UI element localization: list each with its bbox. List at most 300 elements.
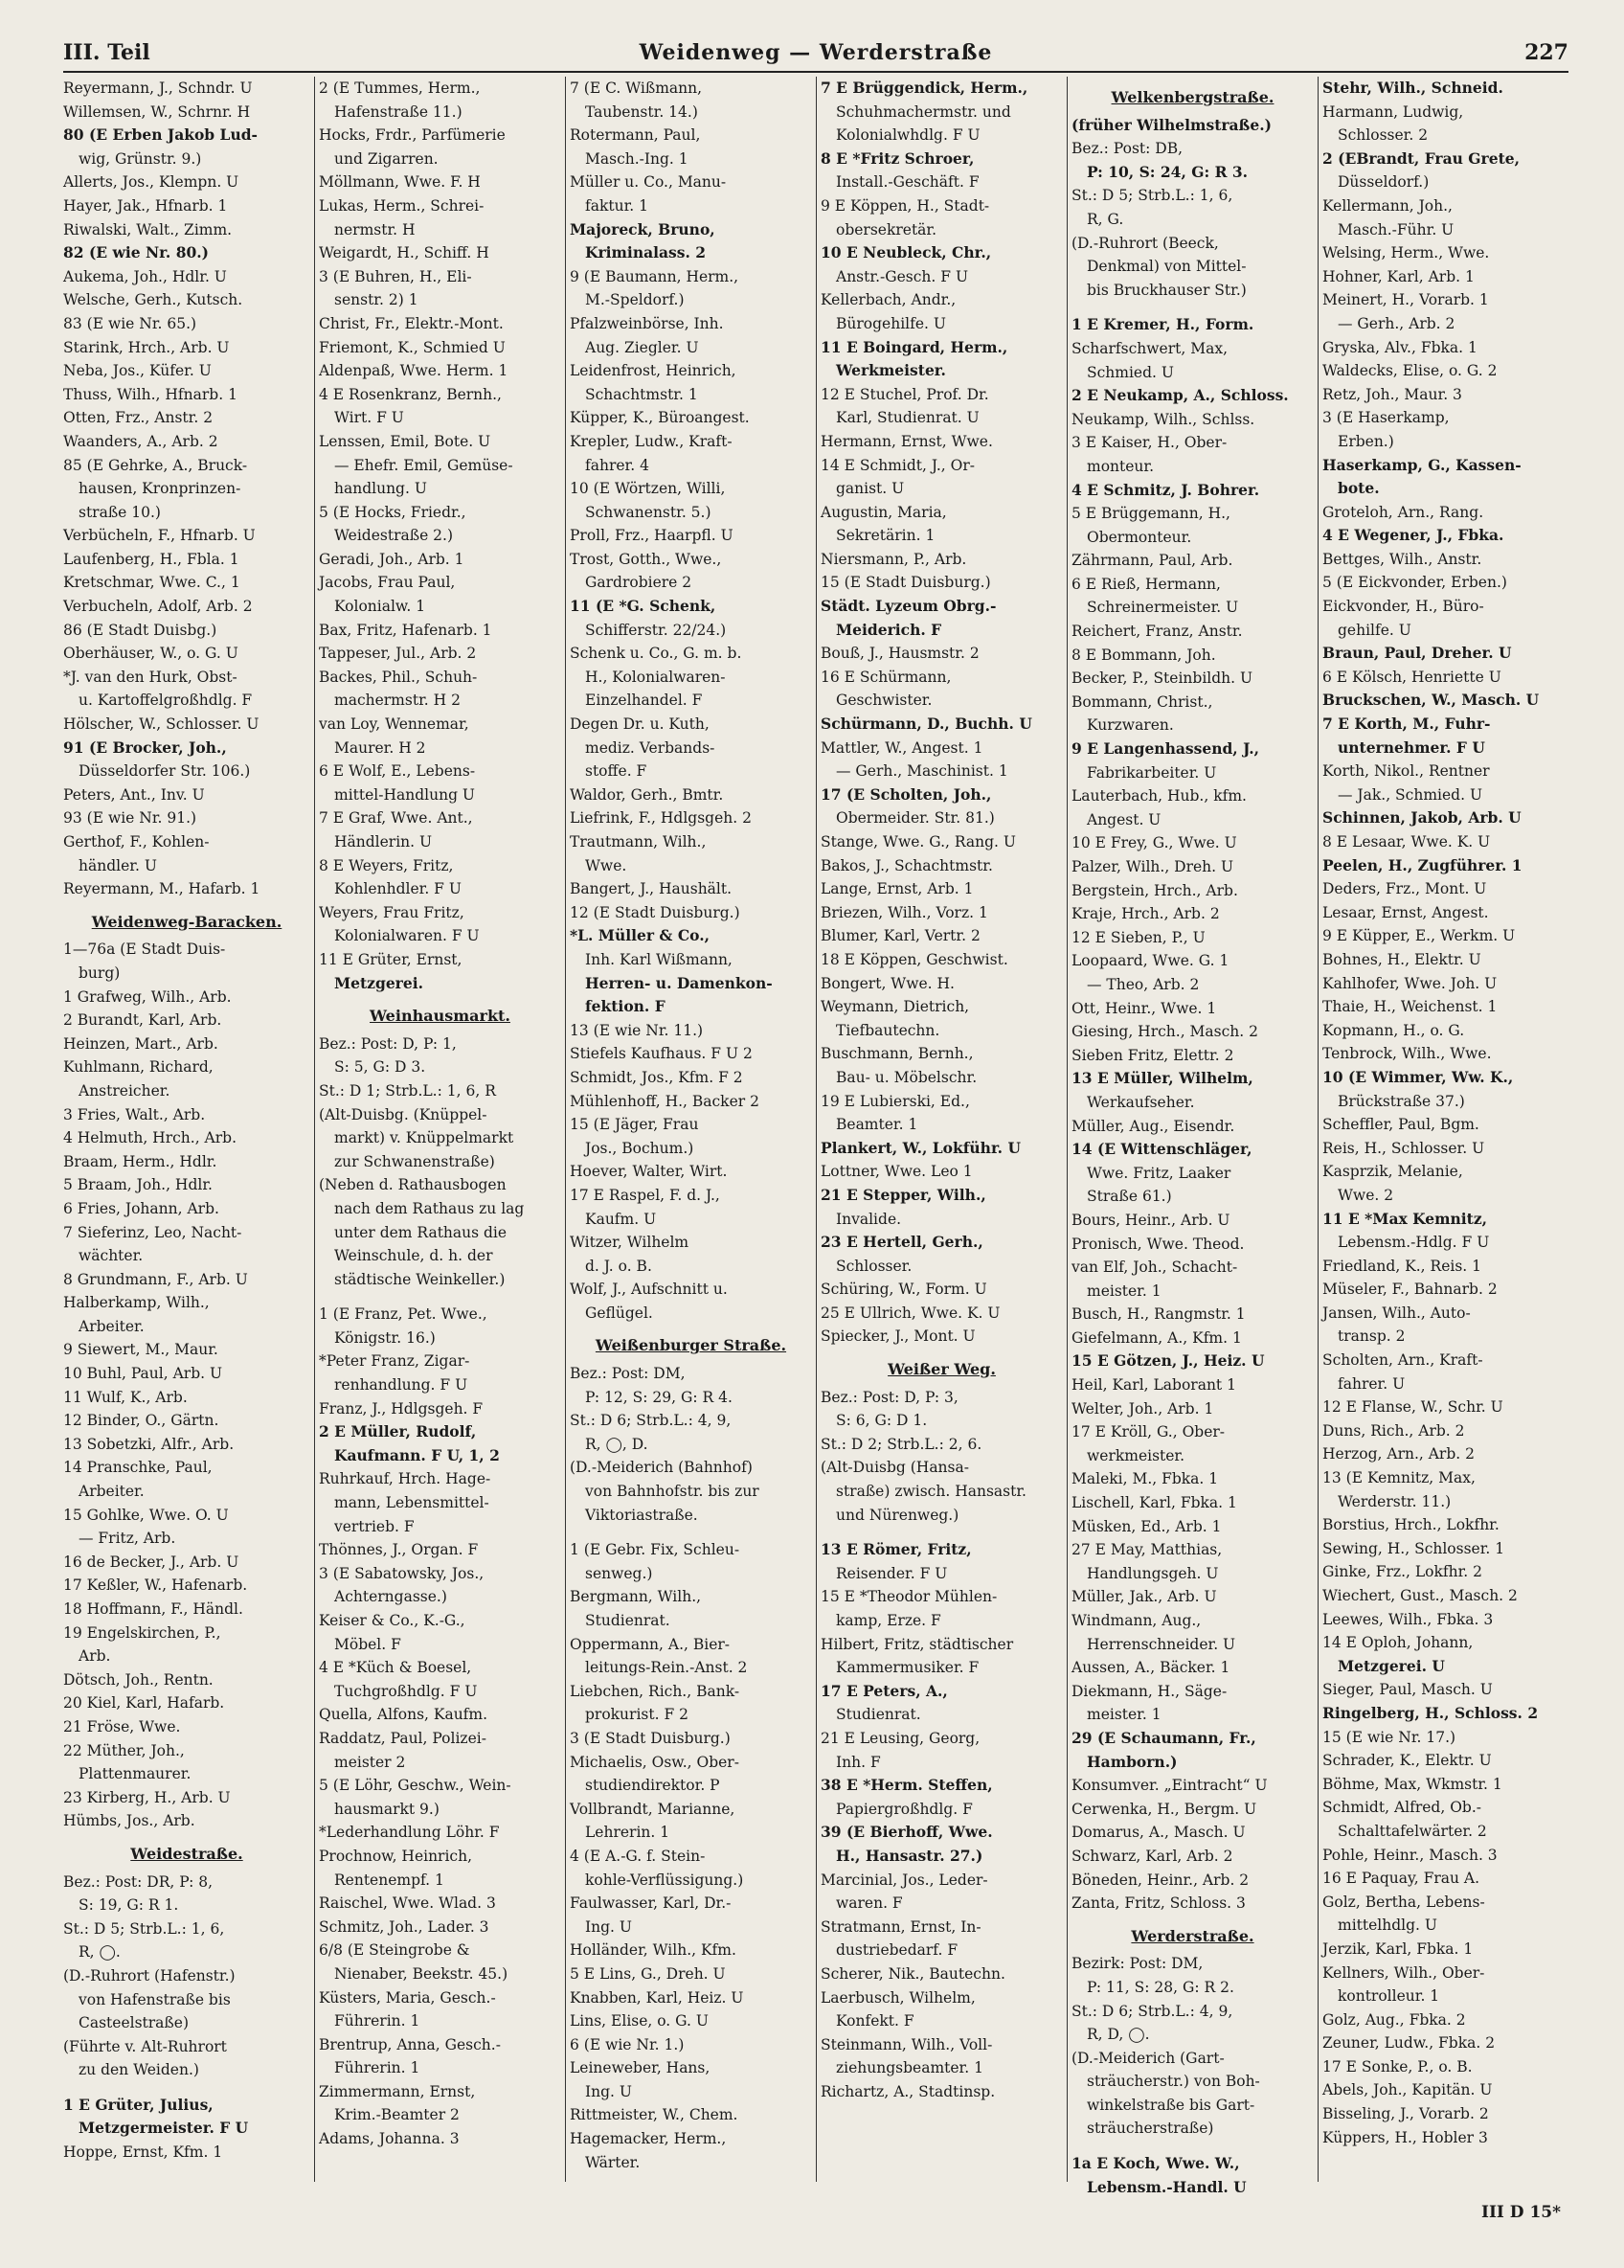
entry-continuation: Metzgerei. U	[1338, 1656, 1445, 1675]
entry-continuation: monteur.	[1087, 457, 1155, 475]
directory-entry: Liebchen, Rich., Bank-	[570, 1682, 740, 1700]
entry-continuation: dustriebedarf. F	[836, 1941, 959, 1960]
entry-continuation: Arbeiter.	[79, 1483, 145, 1501]
directory-entry: 12 E Sieben, P., U	[1071, 928, 1206, 946]
directory-entry: Schmitz, Joh., Lader. 3	[319, 1917, 489, 1936]
entry-continuation: unter dem Rathaus die	[334, 1223, 508, 1241]
directory-entry: (Führte v. Alt-Ruhrort	[63, 2037, 227, 2055]
directory-entry: 6 E Rieß, Hermann,	[1071, 575, 1221, 593]
entry-spacer	[570, 1527, 812, 1538]
directory-entry: St.: D 6; Strb.L.: 4, 9,	[570, 1412, 732, 1430]
directory-entry: 1 E Grüter, Julius,	[63, 2095, 214, 2114]
entry-continuation: — Gerh., Arb. 2	[1338, 314, 1455, 332]
entry-continuation: Lehrerin. 1	[585, 1824, 670, 1842]
directory-entry: Tappeser, Jul., Arb. 2	[319, 645, 477, 663]
directory-entry: Meinert, H., Vorarb. 1	[1322, 291, 1489, 309]
directory-entry: Bettges, Wilh., Anstr.	[1322, 550, 1482, 568]
entry-continuation: sträucherstraße)	[1087, 2120, 1214, 2138]
directory-entry: Bangert, J., Haushält.	[570, 880, 733, 898]
directory-entry: 12 E Flanse, W., Schr. U	[1322, 1398, 1503, 1417]
entry-continuation: faktur. 1	[585, 196, 649, 215]
directory-entry: 13 E Römer, Fritz,	[821, 1540, 972, 1559]
directory-entry: Scherer, Nik., Bautechn.	[821, 1964, 1005, 1983]
directory-entry: 9 Siewert, M., Maur.	[63, 1341, 218, 1359]
directory-entry: Schüring, W., Form. U	[821, 1281, 987, 1299]
directory-entry: 7 (E C. Wißmann,	[570, 79, 703, 97]
directory-entry: 19 Engelskirchen, P.,	[63, 1623, 221, 1642]
entry-continuation: Jos., Bochum.)	[585, 1139, 694, 1157]
directory-entry: Richartz, A., Stadtinsp.	[821, 2082, 996, 2100]
directory-entry: Riwalski, Walt., Zimm.	[63, 220, 233, 238]
entry-continuation: R, ◯, D.	[585, 1435, 648, 1453]
page-number: 227	[1524, 40, 1568, 65]
entry-continuation: bote.	[1338, 479, 1380, 498]
directory-entry: Verbucheln, Adolf, Arb. 2	[63, 598, 253, 616]
entry-continuation: Schalttafelwärter. 2	[1338, 1822, 1487, 1840]
entry-continuation: Studienrat.	[585, 1612, 670, 1629]
directory-entry: Böhme, Max, Wkmstr. 1	[1322, 1775, 1502, 1793]
entry-continuation: ganist. U	[836, 480, 905, 498]
directory-entry: 1 E Kremer, H., Form.	[1071, 315, 1254, 334]
directory-entry: 7 E Graf, Wwe. Ant.,	[319, 809, 473, 828]
entry-continuation: und Nürenweg.)	[836, 1506, 959, 1524]
entry-continuation: Kurzwaren.	[1087, 716, 1174, 735]
entry-continuation: Papiergroßhdlg. F	[836, 1800, 973, 1818]
directory-entry: Liefrink, F., Hdlgsgeh. 2	[570, 809, 752, 828]
directory-entry: Schinnen, Jakob, Arb. U	[1322, 808, 1522, 828]
directory-entry: Sieben Fritz, Elettr. 2	[1071, 1046, 1234, 1064]
entry-continuation: Schlosser.	[836, 1257, 913, 1275]
entry-continuation: Führerin. 1	[334, 2012, 420, 2030]
entry-continuation: senweg.)	[585, 1564, 653, 1582]
entry-continuation: Invalide.	[836, 1210, 902, 1228]
directory-entry: Leewes, Wilh., Fbka. 3	[1322, 1610, 1494, 1628]
directory-entry: Stratmann, Ernst, In-	[821, 1917, 981, 1936]
entry-continuation: burg)	[79, 964, 121, 982]
directory-entry: 3 (E Haserkamp,	[1322, 409, 1450, 427]
directory-entry: Welsche, Gerh., Kutsch.	[63, 291, 243, 309]
directory-entry: 5 (E Hocks, Friedr.,	[319, 503, 466, 521]
directory-entry: Harmann, Ludwig,	[1322, 102, 1464, 121]
directory-entry: Raddatz, Paul, Polizei-	[319, 1729, 486, 1747]
entry-continuation: Sekretärin. 1	[836, 527, 936, 545]
directory-entry: Blumer, Karl, Vertr. 2	[821, 927, 981, 945]
street-heading: Welkenbergstraße.	[1111, 88, 1274, 106]
directory-entry: Kellners, Wilh., Ober-	[1322, 1963, 1485, 1982]
directory-entry: Lischell, Karl, Fbka. 1	[1071, 1494, 1237, 1512]
directory-entry: 17 E Kröll, G., Ober-	[1071, 1423, 1226, 1441]
entry-continuation: transp. 2	[1338, 1327, 1406, 1346]
directory-entry: Küppers, H., Hobler 3	[1322, 2128, 1488, 2146]
entry-continuation: Herren- u. Damenkon-	[585, 973, 773, 992]
directory-entry: Domarus, A., Masch. U	[1071, 1824, 1246, 1842]
directory-entry: 17 (E Scholten, Joh.,	[821, 784, 992, 804]
directory-entry: Keiser & Co., K.-G.,	[319, 1612, 465, 1629]
directory-entry: Zanta, Fritz, Schloss. 3	[1071, 1894, 1246, 1913]
entry-continuation: Wwe. Fritz, Laaker	[1087, 1164, 1231, 1182]
entry-continuation: R, D, ◯.	[1087, 2026, 1150, 2044]
directory-entry: Welsing, Herm., Wwe.	[1322, 244, 1490, 262]
directory-entry: 23 E Hertell, Gerh.,	[821, 1233, 983, 1252]
entry-continuation: wächter.	[79, 1247, 144, 1265]
directory-entry: Rotermann, Paul,	[570, 126, 701, 145]
directory-entry: Müller, Aug., Eisendr.	[1071, 1117, 1235, 1135]
entry-continuation: Kaufm. U	[585, 1210, 657, 1228]
directory-entry: Mattler, W., Angest. 1	[821, 738, 983, 757]
street-heading: Weidestraße.	[130, 1844, 243, 1863]
directory-entry: 16 de Becker, J., Arb. U	[63, 1553, 239, 1571]
directory-entry: Lesaar, Ernst, Angest.	[1322, 903, 1489, 921]
entry-continuation: machermstr. H 2	[334, 692, 461, 710]
directory-entry: Stange, Wwe. G., Rang. U	[821, 833, 1016, 850]
entry-continuation: kontrolleur. 1	[1338, 1987, 1440, 2006]
entry-continuation: Werkaufseher.	[1087, 1093, 1195, 1111]
directory-entry: Mühlenhoff, H., Backer 2	[570, 1092, 759, 1110]
entry-continuation: kamp, Erze. F	[836, 1612, 941, 1629]
directory-entry: 2 (E Tummes, Herm.,	[319, 79, 481, 97]
directory-entry: (D.-Meiderich (Bahnhof)	[570, 1459, 753, 1477]
directory-entry: Diekmann, H., Säge-	[1071, 1682, 1228, 1700]
entry-continuation: Karl, Studienrat. U	[836, 409, 980, 427]
directory-entry: Neba, Jos., Küfer. U	[63, 362, 212, 380]
entry-continuation: kohle-Verflüssigung.)	[585, 1871, 744, 1889]
directory-entry: Hölscher, W., Schlosser. U	[63, 715, 259, 734]
directory-entry: 7 E Korth, M., Fuhr-	[1322, 714, 1491, 734]
directory-entry: Korth, Nikol., Rentner	[1322, 762, 1490, 781]
directory-entry: Hümbs, Jos., Arb.	[63, 1812, 195, 1830]
entry-continuation: zu den Weiden.)	[79, 2061, 199, 2079]
directory-entry: Krepler, Ludw., Kraft-	[570, 432, 733, 450]
directory-entry: 80 (E Erben Jakob Lud-	[63, 125, 258, 145]
directory-entry: *Peter Franz, Zigar-	[319, 1352, 470, 1371]
entry-continuation: Reisender. F U	[836, 1564, 948, 1582]
directory-entry: Retz, Joh., Maur. 3	[1322, 385, 1462, 403]
entry-continuation: fahrer. U	[1338, 1374, 1406, 1393]
directory-entry: 7 Sieferinz, Leo, Nacht-	[63, 1223, 242, 1241]
directory-entry: Sewing, H., Schlosser. 1	[1322, 1539, 1505, 1557]
directory-entry: Schürmann, D., Buchh. U	[821, 714, 1032, 734]
directory-entry: 14 E Schmidt, J., Or-	[821, 456, 975, 474]
directory-entry: 6 (E wie Nr. 1.)	[570, 2035, 685, 2053]
directory-entry: Waldor, Gerh., Bmtr.	[570, 785, 724, 804]
directory-entry: Duns, Rich., Arb. 2	[1322, 1421, 1465, 1440]
entry-continuation: Bürogehilfe. U	[836, 314, 946, 332]
directory-entry: Dötsch, Joh., Rentn.	[63, 1670, 214, 1689]
directory-entry: Aussen, A., Bäcker. 1	[1071, 1659, 1230, 1677]
directory-entry: Degen Dr. u. Kuth,	[570, 715, 710, 734]
entry-continuation: bis Bruckhauser Str.)	[1087, 281, 1247, 299]
entry-continuation: Plattenmaurer.	[79, 1765, 192, 1783]
column-3	[565, 77, 816, 2182]
directory-entry: 15 (E Jäger, Frau	[570, 1116, 699, 1134]
entry-continuation: wig, Grünstr. 9.)	[79, 149, 202, 168]
entry-continuation: meister. 1	[1087, 1281, 1162, 1300]
directory-entry: 39 (E Bierhoff, Wwe.	[821, 1823, 993, 1842]
directory-entry: (D.-Ruhrort (Beeck,	[1071, 234, 1219, 252]
directory-entry: 2 (EBrandt, Frau Grete,	[1322, 148, 1520, 168]
directory-entry: Leineweber, Hans,	[570, 2059, 710, 2077]
entry-continuation: Install.-Geschäft. F	[836, 173, 980, 192]
directory-entry: 5 (E Löhr, Geschw., Wein-	[319, 1777, 511, 1795]
directory-entry: 1 (E Gebr. Fix, Schleu-	[570, 1541, 740, 1559]
directory-entry: Weymann, Dietrich,	[821, 998, 970, 1016]
directory-entry: 4 (E A.-G. f. Stein-	[570, 1847, 706, 1865]
entry-continuation: Schachtmstr. 1	[585, 385, 698, 403]
directory-entry: Starink, Hrch., Arb. U	[63, 338, 230, 356]
directory-entry: 3 (E Sabatowsky, Jos.,	[319, 1564, 485, 1582]
entry-continuation: Möbel. F	[334, 1635, 401, 1653]
directory-entry: Bohnes, H., Elektr. U	[1322, 950, 1481, 968]
entry-continuation: M.-Speldorf.)	[585, 291, 685, 309]
entry-continuation: gehilfe. U	[1338, 621, 1411, 639]
directory-entry: Müller, Jak., Arb. U	[1071, 1588, 1217, 1606]
directory-entry: Hoppe, Ernst, Kfm. 1	[63, 2143, 223, 2162]
entry-continuation: obersekretär.	[836, 220, 937, 238]
directory-entry: 11 (E *G. Schenk,	[570, 597, 716, 616]
directory-entry: Laerbusch, Wilhelm,	[821, 1988, 976, 2007]
directory-entry: Thuss, Wilh., Hfnarb. 1	[63, 385, 237, 403]
entry-continuation: waren. F	[836, 1894, 903, 1913]
street-heading: Weidenweg-Baracken.	[91, 912, 282, 931]
entry-continuation: unternehmer. F U	[1338, 737, 1485, 757]
directory-entry: Golz, Aug., Fbka. 2	[1322, 2010, 1466, 2029]
column-4	[816, 77, 1067, 2182]
entry-continuation: Anstr.-Gesch. F U	[836, 267, 969, 285]
entry-continuation: Fabrikarbeiter. U	[1087, 763, 1217, 782]
entry-continuation: Ing. U	[585, 2082, 632, 2100]
directory-entry: 17 E Raspel, F. d. J.,	[570, 1186, 720, 1204]
directory-entry: Christ, Fr., Elektr.-Mont.	[319, 314, 504, 332]
entry-continuation: meister 2	[334, 1753, 406, 1771]
entry-spacer	[1071, 2141, 1314, 2152]
directory-entry: Otten, Frz., Anstr. 2	[63, 409, 214, 427]
entry-continuation: Werkmeister.	[836, 361, 946, 380]
directory-entry: Kopmann, H., o. G.	[1322, 1021, 1465, 1039]
entry-continuation: Masch.-Ing. 1	[585, 149, 688, 168]
directory-entry: 15 E *Theodor Mühlen-	[821, 1588, 998, 1606]
entry-continuation: — Theo, Arb. 2	[1087, 975, 1200, 993]
entry-continuation: Arbeiter.	[79, 1317, 145, 1335]
directory-entry: 10 E Neubleck, Chr.,	[821, 243, 992, 262]
directory-entry: Lottner, Wwe. Leo 1	[821, 1163, 973, 1181]
directory-entry: Zährmann, Paul, Arb.	[1071, 552, 1233, 570]
entry-continuation: Anstreicher.	[79, 1081, 170, 1100]
directory-entry: St.: D 5; Strb.L.: 1, 6,	[63, 1919, 225, 1938]
directory-entry: Wolf, J., Aufschnitt u.	[570, 1281, 728, 1299]
entry-spacer	[821, 1527, 1063, 1538]
entry-continuation: Schuhmachermstr. und	[836, 102, 1011, 121]
directory-entry: Waanders, A., Arb. 2	[63, 432, 218, 450]
directory-entry: 5 (E Eickvonder, Erben.)	[1322, 574, 1507, 592]
directory-entry: 8 E Lesaar, Wwe. K. U	[1322, 833, 1491, 850]
directory-entry: Stehr, Wilh., Schneid.	[1322, 79, 1503, 97]
entry-continuation: meister. 1	[1087, 1706, 1162, 1724]
entry-continuation: S: 5, G: D 3.	[334, 1058, 426, 1077]
entry-continuation: R, ◯.	[79, 1943, 121, 1962]
entry-continuation: Kaufmann. F U, 1, 2	[334, 1445, 500, 1464]
directory-entry: Windmann, Aug.,	[1071, 1612, 1202, 1629]
directory-entry: Oppermann, A., Bier-	[570, 1635, 731, 1653]
directory-entry: Niersmann, P., Arb.	[821, 550, 967, 568]
directory-entry: 9 E Köppen, H., Stadt-	[821, 196, 990, 215]
street-heading: Weißenburger Straße.	[595, 1336, 787, 1355]
directory-entry: Lauterbach, Hub., kfm.	[1071, 787, 1247, 805]
entry-continuation: Wärter.	[585, 2153, 641, 2171]
entry-spacer	[319, 1291, 561, 1303]
directory-entry: Müsken, Ed., Arb. 1	[1071, 1517, 1222, 1535]
directory-entry: 3 Fries, Walt., Arb.	[63, 1105, 206, 1123]
directory-entry: Herzog, Arn., Arb. 2	[1322, 1445, 1475, 1463]
directory-entry: Hermann, Ernst, Wwe.	[821, 432, 993, 450]
entry-continuation: Kammermusiker. F	[836, 1659, 980, 1677]
directory-entry: Bouß, J., Hausmstr. 2	[821, 645, 980, 663]
directory-entry: Becker, P., Steinbildh. U	[1071, 669, 1253, 688]
entry-continuation: vertrieb. F	[334, 1517, 415, 1535]
entry-continuation: Wwe. 2	[1338, 1186, 1394, 1204]
column-1	[63, 77, 314, 2182]
directory-entry: Brentrup, Anna, Gesch.-	[319, 2035, 501, 2053]
directory-entry: 6/8 (E Steingrobe &	[319, 1941, 470, 1960]
directory-entry: 2 E Neukamp, A., Schloss.	[1071, 386, 1289, 405]
entry-continuation: Düsseldorfer Str. 106.)	[79, 762, 251, 781]
directory-entry: Kretschmar, Wwe. C., 1	[63, 574, 240, 592]
directory-entry: 4 Helmuth, Hrch., Arb.	[63, 1129, 237, 1147]
directory-entry: 11 E *Max Kemnitz,	[1322, 1209, 1488, 1228]
directory-entry: Ruhrkauf, Hrch. Hage-	[319, 1470, 491, 1488]
entry-continuation: S: 19, G: R 1.	[79, 1896, 179, 1915]
entry-continuation: Schmied. U	[1087, 363, 1174, 381]
directory-entry: 12 Binder, O., Gärtn.	[63, 1412, 219, 1430]
directory-entry: Laufenberg, H., Fbla. 1	[63, 550, 239, 568]
entry-continuation: d. J. o. B.	[585, 1257, 652, 1275]
entry-continuation: — Ehefr. Emil, Gemüse-	[334, 456, 513, 474]
directory-entry: Majoreck, Bruno,	[570, 219, 715, 238]
directory-entry: St.: D 5; Strb.L.: 1, 6,	[1071, 187, 1233, 205]
entry-continuation: Bau- u. Möbelschr.	[836, 1068, 978, 1086]
entry-continuation: Rentenempf. 1	[334, 1871, 444, 1889]
entry-continuation: fahrer. 4	[585, 456, 649, 474]
directory-entry: Müller u. Co., Manu-	[570, 173, 727, 192]
directory-columns	[63, 77, 1568, 2196]
entry-continuation: werkmeister.	[1087, 1446, 1185, 1464]
directory-entry: 27 E May, Matthias,	[1071, 1541, 1223, 1559]
entry-continuation: handlung. U	[334, 480, 427, 498]
directory-entry: Bez.: Post: D, P: 3,	[821, 1388, 959, 1406]
entry-continuation: Düsseldorf.)	[1338, 173, 1430, 192]
directory-entry: 12 E Stuchel, Prof. Dr.	[821, 385, 989, 403]
directory-entry: Bergmann, Wilh.,	[570, 1588, 702, 1606]
directory-entry: van Loy, Wennemar,	[319, 715, 469, 734]
entry-continuation: Metzgerei.	[334, 973, 423, 992]
directory-entry: Busch, H., Rangmstr. 1	[1071, 1305, 1246, 1324]
part-label: III. Teil	[63, 40, 150, 65]
directory-entry: 82 (E wie Nr. 80.)	[63, 243, 210, 262]
directory-entry: Witzer, Wilhelm	[570, 1234, 689, 1252]
directory-entry: Giesing, Hrch., Masch. 2	[1071, 1023, 1258, 1041]
directory-entry: Zimmermann, Ernst,	[319, 2082, 476, 2100]
directory-entry: Franz, J., Hdlgsgeh. F	[319, 1399, 484, 1418]
directory-entry: Weigardt, H., Schiff. H	[319, 244, 489, 262]
directory-entry: Prochnow, Heinrich,	[319, 1847, 473, 1865]
entry-continuation: Handlungsgeh. U	[1087, 1564, 1219, 1582]
directory-entry: Schwarz, Karl, Arb. 2	[1071, 1847, 1233, 1865]
directory-entry: Friemont, K., Schmied U	[319, 338, 506, 356]
directory-entry: Bergstein, Hrch., Arb.	[1071, 881, 1238, 899]
street-heading: Werderstraße.	[1131, 1926, 1254, 1945]
directory-entry: Briezen, Wilh., Vorz. 1	[821, 903, 988, 921]
entry-continuation: Straße 61.)	[1087, 1188, 1172, 1206]
entry-continuation: Kriminalass. 2	[585, 243, 707, 262]
directory-entry: Michaelis, Osw., Ober-	[570, 1753, 739, 1771]
entry-continuation: Beamter. 1	[836, 1116, 918, 1134]
entry-continuation: stoffe. F	[585, 762, 647, 781]
directory-entry: 17 E Peters, A.,	[821, 1681, 948, 1700]
directory-entry: Augustin, Maria,	[821, 503, 947, 521]
entry-continuation: Herrenschneider. U	[1087, 1635, 1236, 1653]
directory-entry: St.: D 2; Strb.L.: 2, 6.	[821, 1435, 982, 1453]
directory-entry: (Neben d. Rathausbogen	[319, 1176, 507, 1194]
directory-entry: Steinmann, Wilh., Voll-	[821, 2035, 993, 2053]
directory-entry: Deders, Frz., Mont. U	[1322, 880, 1487, 898]
entry-continuation: Metzgermeister. F U	[79, 2119, 249, 2138]
directory-entry: Schenk u. Co., G. m. b.	[570, 645, 742, 663]
directory-entry: Stiefels Kaufhaus. F U 2	[570, 1045, 753, 1063]
entry-continuation: Inh. F	[836, 1753, 881, 1771]
entry-continuation: renhandlung. F U	[334, 1376, 468, 1395]
directory-entry: Verbücheln, F., Hfnarb. U	[63, 527, 256, 545]
street-range-title: Weidenweg — Werderstraße	[639, 40, 993, 65]
entry-continuation: Weinschule, d. h. der	[334, 1247, 493, 1265]
directory-entry: Geradi, Joh., Arb. 1	[319, 550, 464, 568]
entry-continuation: Konfekt. F	[836, 2012, 914, 2030]
directory-entry: Böneden, Heinr., Arb. 2	[1071, 1871, 1250, 1889]
entry-continuation: von Bahnhofstr. bis zur	[585, 1483, 759, 1501]
directory-entry: Bongert, Wwe. H.	[821, 974, 955, 992]
directory-entry: Möllmann, Wwe. F. H	[319, 173, 481, 192]
entry-continuation: straße 10.)	[79, 503, 161, 521]
directory-entry: Friedland, K., Reis. 1	[1322, 1257, 1482, 1275]
directory-entry: *Lederhandlung Löhr. F	[319, 1824, 500, 1842]
directory-entry: Backes, Phil., Schuh-	[319, 668, 478, 686]
entry-continuation: Tiefbautechn.	[836, 1021, 940, 1039]
directory-entry: 9 (E Baumann, Herm.,	[570, 267, 739, 285]
directory-entry: 29 (E Schaumann, Fr.,	[1071, 1728, 1256, 1747]
directory-entry: Bax, Fritz, Hafenarb. 1	[319, 621, 492, 639]
directory-entry: 13 Sobetzki, Alfr., Arb.	[63, 1435, 235, 1453]
directory-entry: 4 E Schmitz, J. Bohrer.	[1071, 480, 1260, 499]
entry-continuation: H., Hansastr. 27.)	[836, 1846, 983, 1865]
directory-entry: Aukema, Joh., Hdlr. U	[63, 267, 227, 285]
directory-entry: Bakos, J., Schachtmstr.	[821, 856, 993, 874]
directory-entry: Hoever, Walter, Wirt.	[570, 1163, 728, 1181]
directory-entry: 1 (E Franz, Pet. Wwe.,	[319, 1305, 487, 1324]
entry-continuation: Weidestraße 2.)	[334, 527, 454, 545]
entry-continuation: winkelstraße bis Gart-	[1087, 2096, 1255, 2114]
directory-entry: Borstius, Hrch., Lokfhr.	[1322, 1516, 1500, 1534]
entry-continuation: Hafenstraße 11.)	[334, 102, 462, 121]
entry-continuation: Geflügel.	[585, 1304, 653, 1322]
directory-entry: 10 (E Wörtzen, Willi,	[570, 480, 726, 498]
directory-entry: 91 (E Brocker, Joh.,	[63, 737, 227, 757]
entry-continuation: Werderstr. 11.)	[1338, 1492, 1452, 1510]
directory-entry: Scholten, Arn., Kraft-	[1322, 1351, 1483, 1370]
directory-entry: (D.-Ruhrort (Hafenstr.)	[63, 1966, 236, 1984]
entry-continuation: Gardrobiere 2	[585, 574, 692, 592]
entry-continuation: Inh. Karl Wißmann,	[585, 950, 733, 968]
directory-entry: Tenbrock, Wilh., Wwe.	[1322, 1045, 1492, 1063]
entry-continuation: markt) v. Knüppelmarkt	[334, 1129, 514, 1147]
entry-continuation: Viktoriastraße.	[585, 1506, 698, 1524]
